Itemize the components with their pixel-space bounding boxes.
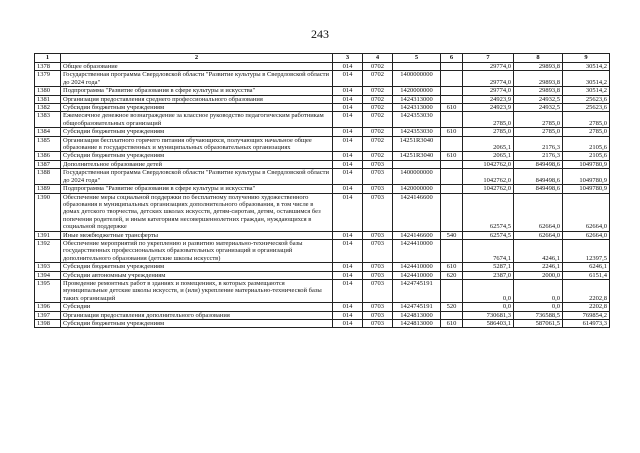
row-number: 1386 (35, 152, 61, 160)
amount-year-2: 4246,1 (514, 239, 563, 262)
amount-year-2: 2176,3 (514, 136, 563, 152)
row-number: 1390 (35, 193, 61, 231)
amount-year-2: 24932,5 (514, 95, 563, 103)
row-number: 1396 (35, 303, 61, 311)
column-header: 3 (333, 54, 363, 63)
column-header: 6 (441, 54, 463, 63)
target-code (393, 160, 441, 168)
item-name: Субсидии бюджетным учреждениям (61, 128, 333, 136)
target-code: 1424813000 (393, 311, 441, 319)
table-row (35, 136, 610, 152)
item-name: Государственная программа Свердловской области "Развитие культуры в Свердловской области до 2024 года" (61, 169, 333, 185)
table-row (35, 231, 610, 239)
item-name: Обеспечение меры социальной поддержки по бесплатному получению художественного образования в муниципальных организациях дополнительного образования, в том числе в домах детского творчества, детских школах искусств, детям-сиротам, детям, оставшимся без попечения родителей, и иным категориям несовершеннолетних граждан, нуждающихся в социальной поддержке (61, 193, 333, 231)
row-number: 1384 (35, 128, 61, 136)
amount-year-3: 30514,2 (563, 63, 610, 71)
row-number: 1385 (35, 136, 61, 152)
admin-code: 014 (333, 320, 363, 328)
row-number: 1395 (35, 279, 61, 302)
table-row (35, 71, 610, 87)
page-number: 243 (311, 27, 329, 41)
table-row (35, 271, 610, 279)
column-header: 9 (563, 54, 610, 63)
amount-year-1: 29774,0 (463, 87, 514, 95)
expense-code (441, 185, 463, 193)
row-number: 1387 (35, 160, 61, 168)
amount-year-2: 24932,5 (514, 104, 563, 112)
item-name: Иные межбюджетные трансферты (61, 231, 333, 239)
amount-year-2: 29893,8 (514, 63, 563, 71)
expense-code (441, 160, 463, 168)
amount-year-1: 24923,9 (463, 104, 514, 112)
amount-year-2: 0,0 (514, 279, 563, 302)
table-row (35, 152, 610, 160)
amount-year-3: 2202,8 (563, 303, 610, 311)
amount-year-2: 2785,0 (514, 112, 563, 128)
table-row (35, 320, 610, 328)
admin-code: 014 (333, 95, 363, 103)
target-code: 1424410000 (393, 263, 441, 271)
admin-code: 014 (333, 87, 363, 95)
target-code: 1424410000 (393, 271, 441, 279)
amount-year-3: 1049780,9 (563, 160, 610, 168)
amount-year-2: 849498,6 (514, 185, 563, 193)
section-code: 0703 (363, 311, 393, 319)
row-number: 1398 (35, 320, 61, 328)
target-code: 1420000000 (393, 185, 441, 193)
amount-year-2: 849498,6 (514, 160, 563, 168)
table-row (35, 279, 610, 302)
row-number: 1381 (35, 95, 61, 103)
table-row (35, 311, 610, 319)
section-code: 0702 (363, 87, 393, 95)
table-row (35, 95, 610, 103)
budget-table (34, 53, 610, 328)
amount-year-1: 2065,1 (463, 152, 514, 160)
amount-year-2: 62664,0 (514, 193, 563, 231)
admin-code: 014 (333, 128, 363, 136)
row-number: 1393 (35, 263, 61, 271)
section-code: 0703 (363, 303, 393, 311)
admin-code: 014 (333, 71, 363, 87)
amount-year-1: 586403,1 (463, 320, 514, 328)
amount-year-3: 2785,0 (563, 128, 610, 136)
section-code: 0702 (363, 136, 393, 152)
table-header-row (35, 54, 610, 63)
item-name: Общее образование (61, 63, 333, 71)
amount-year-3: 30514,2 (563, 71, 610, 87)
admin-code: 014 (333, 160, 363, 168)
target-code: 1420000000 (393, 87, 441, 95)
amount-year-1: 62574,5 (463, 193, 514, 231)
expense-code (441, 136, 463, 152)
section-code: 0702 (363, 95, 393, 103)
admin-code: 014 (333, 279, 363, 302)
expense-code (441, 95, 463, 103)
section-code: 0702 (363, 128, 393, 136)
expense-code: 610 (441, 320, 463, 328)
amount-year-3: 769854,2 (563, 311, 610, 319)
admin-code: 014 (333, 112, 363, 128)
admin-code: 014 (333, 63, 363, 71)
expense-code: 610 (441, 152, 463, 160)
item-name: Обеспечение мероприятий по укреплению и развитию материально-технической базы государственных профессиональных образовательных организаций и организаций дополнительного образования (детские школы искусств) (61, 239, 333, 262)
table-row (35, 193, 610, 231)
amount-year-1: 0,0 (463, 279, 514, 302)
section-code: 0702 (363, 63, 393, 71)
item-name: Организация предоставления среднего профессионального образования (61, 95, 333, 103)
amount-year-1: 2785,0 (463, 112, 514, 128)
table-row (35, 87, 610, 95)
expense-code: 610 (441, 263, 463, 271)
amount-year-3: 1049780,9 (563, 185, 610, 193)
admin-code: 014 (333, 152, 363, 160)
amount-year-2: 587061,5 (514, 320, 563, 328)
target-code: 1400000000 (393, 169, 441, 185)
amount-year-2: 0,0 (514, 303, 563, 311)
expense-code (441, 112, 463, 128)
target-code: 1424313000 (393, 95, 441, 103)
amount-year-1: 7674,1 (463, 239, 514, 262)
admin-code: 014 (333, 311, 363, 319)
admin-code: 014 (333, 193, 363, 231)
amount-year-1: 1042762,0 (463, 169, 514, 185)
expense-code: 620 (441, 271, 463, 279)
table-row (35, 263, 610, 271)
column-header: 2 (61, 54, 333, 63)
section-code: 0702 (363, 104, 393, 112)
row-number: 1394 (35, 271, 61, 279)
column-header: 1 (35, 54, 61, 63)
section-code: 0703 (363, 320, 393, 328)
item-name: Подпрограмма "Развитие образования в сфере культуры и искусства" (61, 185, 333, 193)
amount-year-1: 0,0 (463, 303, 514, 311)
amount-year-3: 2202,8 (563, 279, 610, 302)
admin-code: 014 (333, 303, 363, 311)
target-code: 1424813000 (393, 320, 441, 328)
amount-year-3: 62664,0 (563, 231, 610, 239)
amount-year-1: 2785,0 (463, 128, 514, 136)
section-code: 0703 (363, 231, 393, 239)
amount-year-2: 2785,0 (514, 128, 563, 136)
amount-year-1: 730681,3 (463, 311, 514, 319)
expense-code (441, 169, 463, 185)
expense-code (441, 193, 463, 231)
amount-year-1: 2065,1 (463, 136, 514, 152)
admin-code: 014 (333, 169, 363, 185)
table-row (35, 112, 610, 128)
admin-code: 014 (333, 239, 363, 262)
table-row (35, 185, 610, 193)
amount-year-2: 2000,0 (514, 271, 563, 279)
column-header: 8 (514, 54, 563, 63)
row-number: 1383 (35, 112, 61, 128)
amount-year-3: 6151,4 (563, 271, 610, 279)
target-code: 1424745191 (393, 279, 441, 302)
item-name: Организация бесплатного горячего питания обучающихся, получающих начальное общее образование в государственных и муниципальных образовательных организациях (61, 136, 333, 152)
item-name: Государственная программа Свердловской области "Развитие культуры в Свердловской области до 2024 года" (61, 71, 333, 87)
admin-code: 014 (333, 136, 363, 152)
row-number: 1380 (35, 87, 61, 95)
target-code: 1424353030 (393, 112, 441, 128)
target-code (393, 63, 441, 71)
target-code: 1424745191 (393, 303, 441, 311)
amount-year-2: 2246,1 (514, 263, 563, 271)
section-code: 0703 (363, 263, 393, 271)
target-code: 1424146600 (393, 193, 441, 231)
section-code: 0703 (363, 239, 393, 262)
table-row (35, 128, 610, 136)
item-name: Дополнительное образование детей (61, 160, 333, 168)
expense-code (441, 311, 463, 319)
section-code: 0702 (363, 152, 393, 160)
expense-code (441, 87, 463, 95)
row-number: 1392 (35, 239, 61, 262)
amount-year-2: 29893,8 (514, 71, 563, 87)
admin-code: 014 (333, 263, 363, 271)
expense-code (441, 63, 463, 71)
amount-year-3: 614973,3 (563, 320, 610, 328)
amount-year-3: 2105,6 (563, 136, 610, 152)
amount-year-1: 1042762,0 (463, 185, 514, 193)
item-name: Субсидии бюджетным учреждениям (61, 152, 333, 160)
admin-code: 014 (333, 104, 363, 112)
item-name: Субсидии (61, 303, 333, 311)
column-header: 4 (363, 54, 393, 63)
amount-year-2: 736588,5 (514, 311, 563, 319)
amount-year-3: 12397,5 (563, 239, 610, 262)
amount-year-1: 1042762,0 (463, 160, 514, 168)
amount-year-3: 1049780,9 (563, 169, 610, 185)
expense-code (441, 71, 463, 87)
expense-code: 520 (441, 303, 463, 311)
table-row (35, 104, 610, 112)
section-code: 0703 (363, 169, 393, 185)
item-name: Субсидии бюджетным учреждениям (61, 320, 333, 328)
row-number: 1379 (35, 71, 61, 87)
row-number: 1382 (35, 104, 61, 112)
target-code: 1400000000 (393, 71, 441, 87)
row-number: 1397 (35, 311, 61, 319)
table-row (35, 63, 610, 71)
target-code: 1424410000 (393, 239, 441, 262)
amount-year-3: 25623,6 (563, 104, 610, 112)
table-row (35, 303, 610, 311)
column-header: 7 (463, 54, 514, 63)
section-code: 0703 (363, 279, 393, 302)
row-number: 1391 (35, 231, 61, 239)
amount-year-3: 62664,0 (563, 193, 610, 231)
item-name: Субсидии бюджетным учреждениям (61, 104, 333, 112)
section-code: 0703 (363, 193, 393, 231)
amount-year-1: 62574,5 (463, 231, 514, 239)
amount-year-1: 29774,0 (463, 63, 514, 71)
row-number: 1388 (35, 169, 61, 185)
amount-year-1: 5287,1 (463, 263, 514, 271)
section-code: 0703 (363, 160, 393, 168)
amount-year-3: 6246,1 (563, 263, 610, 271)
amount-year-1: 29774,0 (463, 71, 514, 87)
amount-year-3: 25623,6 (563, 95, 610, 103)
row-number: 1378 (35, 63, 61, 71)
table-row (35, 239, 610, 262)
target-code: 1424146600 (393, 231, 441, 239)
amount-year-3: 30514,2 (563, 87, 610, 95)
amount-year-2: 29893,8 (514, 87, 563, 95)
table-row (35, 169, 610, 185)
expense-code: 540 (441, 231, 463, 239)
item-name: Ежемесячное денежное вознаграждение за классное руководство педагогическим работникам общеобразовательных организаций (61, 112, 333, 128)
admin-code: 014 (333, 231, 363, 239)
amount-year-1: 2387,0 (463, 271, 514, 279)
section-code: 0702 (363, 112, 393, 128)
row-number: 1389 (35, 185, 61, 193)
amount-year-2: 2176,3 (514, 152, 563, 160)
table-body (35, 63, 610, 328)
expense-code: 610 (441, 128, 463, 136)
target-code: 14251R3040 (393, 136, 441, 152)
section-code: 0703 (363, 271, 393, 279)
amount-year-1: 24923,9 (463, 95, 514, 103)
expense-code (441, 239, 463, 262)
item-name: Организация предоставления дополнительного образования (61, 311, 333, 319)
admin-code: 014 (333, 185, 363, 193)
target-code: 1424313000 (393, 104, 441, 112)
table-row (35, 160, 610, 168)
item-name: Подпрограмма "Развитие образования в сфере культуры и искусства" (61, 87, 333, 95)
item-name: Субсидии автономным учреждениям (61, 271, 333, 279)
amount-year-2: 62664,0 (514, 231, 563, 239)
admin-code: 014 (333, 271, 363, 279)
amount-year-3: 2105,6 (563, 152, 610, 160)
target-code: 14251R3040 (393, 152, 441, 160)
column-header: 5 (393, 54, 441, 63)
item-name: Субсидии бюджетным учреждениям (61, 263, 333, 271)
expense-code (441, 279, 463, 302)
expense-code: 610 (441, 104, 463, 112)
target-code: 1424353030 (393, 128, 441, 136)
amount-year-2: 849498,6 (514, 169, 563, 185)
section-code: 0702 (363, 71, 393, 87)
section-code: 0703 (363, 185, 393, 193)
amount-year-3: 2785,0 (563, 112, 610, 128)
item-name: Проведение ремонтных работ в зданиях и помещениях, в которых размещаются муниципальные детские школы искусств, и (или) укрепление материально-технической базы таких организаций (61, 279, 333, 302)
